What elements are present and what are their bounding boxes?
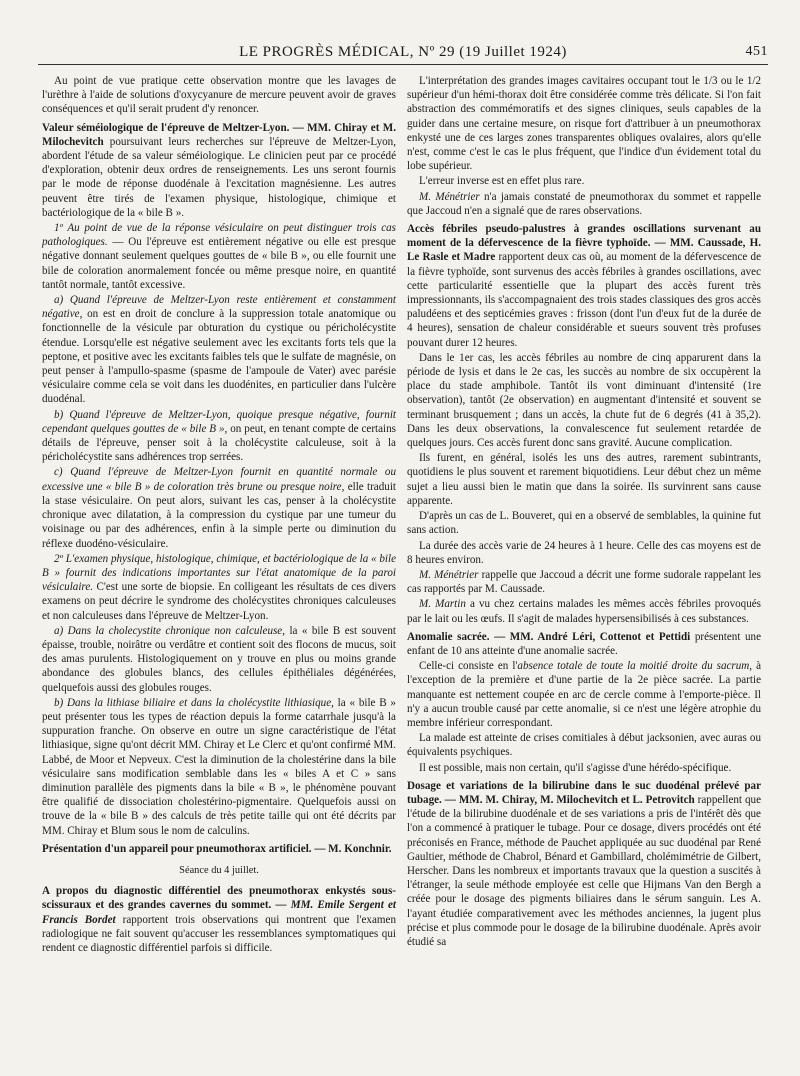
paragraph-italic-lead: 2º L'examen physique, histologique, chimique, et bactériologique de la « bile B » fournit des indications importantes sur l'état anatomique de la paroi vésiculaire. [42,552,396,594]
paragraph-text: a vu chez certains malades les mêmes accès fébriles provoqués par le lait ou les œufs. Il s'agit de malades hypersensibilisés à ces substances. [407,598,762,625]
section-pneumothorax-diagnosis [42,884,396,955]
paragraph-text: n'a jamais constaté de pneumothorax du sommet et rappelle que Jaccoud n'en a signalé que de rares observations. [407,190,761,217]
paragraph-italic-lead: c) Quand l'épreuve de Meltzer-Lyon fournit en quantité normale ou excessive une « bile B » de coloration très brune ou presque noire, [42,466,396,493]
speaker-name: M. Ménétrier [419,568,479,581]
paragraph-text: rappelle que Jaccoud a décrit une forme sudorale rappelant les cas rapportés par M. Caussade. [407,568,761,596]
paragraph [407,659,761,730]
paragraph-text: — Ou l'épreuve est entièrement négative ou elle est presque négative donnant seulement quelques gouttes de « bile B », ou elle fournit une bile de coloration anormalement foncée ou même presque noire, en quantité tantôt normale, tantôt excessive. [42,236,396,291]
section-text: présentent une enfant de 10 ans atteinte d'une anomalie sacrée. [407,630,761,657]
section-text: rapportent deux cas où, au moment de la défervescence de la fièvre typhoïde, sont survenus des accès fébriles à grandes oscillations, avec cette particularité essentielle que la plupart des accès furent très impressionnants, ils s'accompagnaient des trois stades classiques des gros accès paludéens et des septicémies graves : frisson (dont l'un d'eux fut de la durée de 4 heures), sensation de chaleur considérable et sueurs souvent très profuses pouvant durer 12 heures. [407,251,761,349]
paragraph-text: la « bile B est souvent épaisse, trouble, noirâtre ou verdâtre et contient soit des flocons de mucus, soit des amas purulents. Histologiquement on y trouve en plus ou moins grande abondance des globules blancs, des cellules épithéliales dégénérées, quelquefois aussi des globules rouges. [42,624,396,694]
paragraph: La durée des accès varie de 24 heures à 1 heure. Celle des cas moyens est de 8 heures environ. [407,539,761,566]
paragraph-text: à l'exception de la première et d'une partie de la 2e pièce sacrée. La partie manquante est nettement coupée en arc de cercle comme à l'emporte-pièce. Il n'y a aucun trouble causé par cette anomalie, si ce n'est une légère atrophie du membre inférieur correspondant. [407,660,762,729]
right-column [407,74,761,950]
paragraph-text: la « bile B » peut présenter tous les types de réaction depuis la forme catarrhale jusqu'à la suppuration franche. On observe en outre un signe caractéristique de l'état lithiasique, signe qu'ont décrit MM. Chiray et Le Clerc et qu'ont confirmé MM. Labbé, de Moor et Nepveux. C'est la diminution de la cholestérine dans la bile vésiculaire sans modification semblable dans les « biles A et C » sans diminution parallèle des pigments dans la bile « B », le phénomène pouvant être qualifié de dissociation cholestérino-pigmentaire. Quelquefois aussi on trouve de la « bile B » des calculs de très petite taille qui ont été décrits par MM. Chiray et Blum sous le nom de calculins. [42,696,396,837]
paragraph-italic: absence totale de toute la moitié droite du sacrum, [517,660,753,673]
section-title: Anomalie sacrée. — MM. André Léri, Cottenot et Pettidi [407,630,691,643]
paragraph [407,597,761,625]
paragraph: Il est possible, mais non certain, qu'il s'agisse d'une hérédo-spécifique. [419,761,732,774]
paragraph [42,624,396,695]
left-column [42,74,396,956]
paragraph-text: on peut, en tenant compte de certains détails de l'épreuve, penser soit à la cholécystite calculeuse, soit à la péricholécystite sans adhérences trop serrées. [42,422,396,464]
paragraph-italic-lead: 1º Au point de vue de la réponse vésiculaire on peut distinguer trois cas pathologiques. [42,222,396,249]
paragraph-text: C'est une sorte de biopsie. En colligeant les résultats de ces divers examens on peut décrire le syndrome des cholécystites chroniques calculeuses et non calculeuses dans l'épreuve de Meltzer-Lyon. [42,581,396,622]
section-meltzer-lyon [42,121,396,220]
paragraph-italic-lead: b) Quand l'épreuve de Meltzer-Lyon, quoique presque négative, fournit cependant quelques gouttes de « bile B », [42,408,396,435]
section-title: Accès fébriles pseudo-palustres à grandes oscillations survenant au moment de la défervescence de la fièvre typhoïde. — MM. Caussade, H. Le Rasle et Madre [407,223,761,264]
section-febrile-attacks [407,222,761,350]
section-authors: — MM. Emile Sergent et Francis Bordet [42,899,396,926]
speaker-name: M. Martin [419,598,466,611]
journal-title: LE PROGRÈS MÉDICAL, Nº 29 (19 Juillet 1924) [239,44,567,60]
paragraph: Dans le 1er cas, les accès fébriles au nombre de cinq apparurent dans la période de lysis et dans le 2e cas, les succès au nombre de six occupèrent la place du stade amphibole. Tantôt ils vont diminuant d'intensité (1re observation), tantôt (2e observation) en augmentant d'intensité et souvent se terminant brusquement ; dans un accès, la chute fut de 6 degrés (41 à 35,2). Dans les deux observations, la convalescence fut seulement retardée de quelques jours. Ces accès furent donc sans gravité. Aucune complication. [407,351,761,450]
paragraph [407,568,761,596]
running-header [38,38,768,65]
paragraph [42,552,396,623]
section-pneumothorax-apparatus: Présentation d'un appareil pour pneumothorax artificiel. — M. Konchnir. [42,842,392,855]
paragraph [42,293,396,407]
page-number: 451 [745,44,768,59]
section-title: Valeur séméiologique de l'épreuve de Meltzer-Lyon. — MM. Chiray et M. Milochevitch [42,121,396,148]
session-heading: Séance du 4 juillet. [179,864,259,876]
paragraph-text: Celle-ci consiste en l' [419,660,518,673]
paragraph-text: elle traduit la stase vésiculaire. On peut alors, suivant les cas, penser à la cholécystite chronique avec dilatation, à la compression du cystique par une tumeur du voisinage ou par des adhérences, enfin à la simple perte ou diminution du réflexe duodéno-vésiculaire. [42,480,396,550]
section-title: Dosage et variations de la bilirubine dans le suc duodénal prélevé par tubage. — MM. M. Chiray, M. Milochevitch et L. Petrovitch [407,779,761,806]
section-title: A propos du diagnostic différentiel des pneumothorax enkystés sous-scissuraux et des grandes cavernes du sommet. [42,885,396,912]
paragraph [42,408,396,465]
paragraph-text: on est en droit de conclure à la suppression totale anatomique ou fonctionnelle de la vésicule par obturation du cystique ou péricholécystite étendue. Lorsqu'elle est négative seulement avec les excitants forts tels que la peptone, et positive avec les excitants faibles tels que le sulfate de magnésie, on peut penser à l'ampullo-spasme (spasme de l'ampoule de Vater) avec parésie vésiculaire comme cela se voit dans les duodénites, en particulier dans l'ulcère duodénal. [42,308,396,406]
paragraph [42,696,396,838]
paragraph-italic-lead: a) Quand l'épreuve de Meltzer-Lyon reste entièrement et constamment négative, [42,294,396,321]
paragraph: La malade est atteinte de crises comitiales à début jacksonien, avec auras ou équivalents psychiques. [407,732,761,759]
section-sacral-anomaly [407,630,761,658]
speaker-name: M. Ménétrier [419,190,480,203]
paragraph-italic-lead: a) Dans la cholecystite chronique non calculeuse, [54,624,286,637]
paragraph: L'interprétation des grandes images cavitaires occupant tout le 1/3 ou le 1/2 supérieur d'un hémi-thorax doit être considérée comme très délicate. Si l'on fait abstraction des commémoratifs et des signes cliniques, seuls capables de la guider dans une certaine mesure, on risque fort d'attribuer à un pneumothorax enkysté une de ces larges zones transparentes obliques ovalaires, alors qu'elle n'est, comme c'est le cas le plus fréquent, que l'indice d'un évidement total du lobe supérieur. [407,75,761,173]
paragraph: Ils furent, en général, isolés les uns des autres, rarement subintrants, quotidiens le plus souvent et rarement biquotidiens. Leur début chez un même sujet a lieu aussi bien le matin que dans la soirée. Ils survinrent sans cause apparente. [407,452,761,507]
paragraph: D'après un cas de L. Bouveret, qui en a observé de semblables, la quinine fut sans action. [407,510,761,537]
paragraph: L'erreur inverse est en effet plus rare. [419,175,585,188]
paragraph [407,190,761,218]
section-bilirubin [407,779,761,949]
paragraph [42,465,396,550]
paragraph [42,221,396,292]
paragraph: Au point de vue pratique cette observation montre que les lavages de l'urèthre à l'aide de solutions d'oxycyanure de mercure peuvent avoir de graves conséquences et qu'il serait prudent d'y renoncer. [42,75,396,116]
section-text: rappellent que l'étude de la bilirubine duodénale et de ses variations a pris de l'intérêt dès que l'on a commencé à pratiquer le tubage. Pour ce dosage, divers procédés ont été préconisés en France, méthode de Pauchet appliquée au suc duodénal par René Gaultier, méthode de Chabrol, Bénard et Gambillard, cholémimétrie de Gilbert, Herscher. Dans les nombreux et importants travaux que la question a suscités à l'étranger, la seule méthode employée est celle que Hijmans Van den Bergh a créée pour le dosage des pigments biliaires dans le sérum sanguin. Les A. l'ayant étudiée comparativement avec les méthodes anciennes, la jugent plus précise et plus commode pour le dosage de la bilirubine duodénale. Après avoir étudié sa [407,793,761,948]
section-text: rapportent trois observations qui montrent que l'examen radiologique ne fait souvent qu'accuser les ressemblances symptomatiques qui rendent ce diagnostic différentiel parfois si difficile. [42,913,396,954]
paragraph-italic-lead: b) Dans la lithiase biliaire et dans la cholécystite lithiasique, [54,696,334,709]
section-text: poursuivant leurs recherches sur l'épreuve de Meltzer-Lyon, abordent l'étude de sa valeur séméiologique. Le clinicien peut par ce procédé d'exploration, obtenir deux ordres de renseignements. Les uns seront fournis par le mode de réponse duodénale à l'excitation magnésienne. Les autres peuvent être tirés de l'examen physique, histologique, chimique et bactériologique de la « bile B ». [42,135,396,219]
